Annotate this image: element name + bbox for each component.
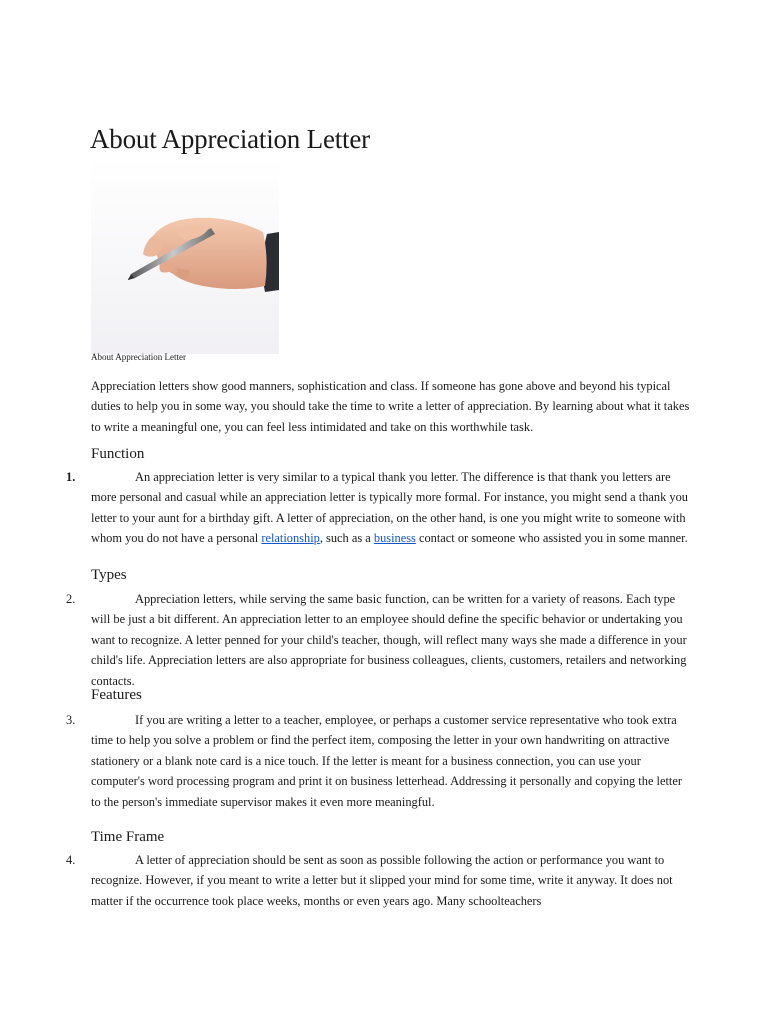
list-number: 1. — [66, 470, 76, 484]
list-item-features — [66, 710, 691, 812]
function-paragraph — [91, 467, 691, 549]
intro-paragraph: Appreciation letters show good manners, sophistication and class. If someone has gone above and beyond his typical duties to help you in some way, you should take the time to write a letter of appreciation. By learning about what it takes to write a meaningful one, you can feel less intimidated and take on this worthwhile task. — [91, 379, 690, 434]
hand-writing-photo — [91, 158, 279, 354]
function-text-part: contact or someone who assisted you in some manner. — [415, 531, 688, 546]
features-paragraph: If you are writing a letter to a teacher, employee, or perhaps a customer service representative who took extra time to help you solve a problem or find the perfect item, composing the letter in your own handwriting on attractive stationery or a blank note card is a nice touch. If the letter is meant for a business connection, you can use your computer's word processing program and print it on business letterhead. Addressing it personally and copying the letter to the person's immediate supervisor makes it even more meaningful. — [91, 713, 682, 809]
section-heading-features: Features — [91, 687, 142, 703]
section-heading-types: Types — [91, 567, 127, 583]
list-item-time-frame — [66, 850, 691, 911]
list-number: 4. — [66, 853, 76, 867]
document-title: About Appreciation Letter — [90, 124, 370, 154]
function-text-part: , such as a — [319, 531, 374, 546]
list-item-types — [66, 589, 691, 691]
function-text-part: An appreciation letter is very similar to a typical thank you letter. The difference is that thank you letters are more personal and casual while an appreciation letter is typically more formal. For instance, you might send a thank you letter to your aunt for a birthday gift. A letter of appreciation, on the other hand, is one you might write to someone with whom you do not have a personal — [91, 470, 688, 546]
time-frame-paragraph: A letter of appreciation should be sent as soon as possible following the action or performance you want to recognize. However, if you meant to write a letter but it slipped your mind for some time, write it anyway. It does not matter if the occurrence took place weeks, months or even years ago. Many schoolteachers — [91, 853, 673, 908]
types-paragraph: Appreciation letters, while serving the same basic function, can be written for a variety of reasons. Each type will be just a bit different. An appreciation letter to an employee should define the specific behavior or undertaking you want to recognize. A letter penned for your child's teacher, though, will reflect many ways she made a difference in your child's life. Appreciation letters are also appropriate for business colleagues, clients, customers, retailers and networking contacts. — [91, 592, 687, 688]
business-link[interactable]: business — [373, 531, 416, 546]
list-item-function — [66, 467, 691, 549]
list-number: 2. — [66, 592, 76, 606]
figure-caption: About Appreciation Letter — [91, 352, 186, 362]
relationship-link[interactable]: relationship — [261, 531, 320, 546]
section-heading-function: Function — [91, 446, 145, 462]
section-heading-time-frame: Time Frame — [91, 829, 165, 845]
list-number: 3. — [66, 713, 76, 727]
